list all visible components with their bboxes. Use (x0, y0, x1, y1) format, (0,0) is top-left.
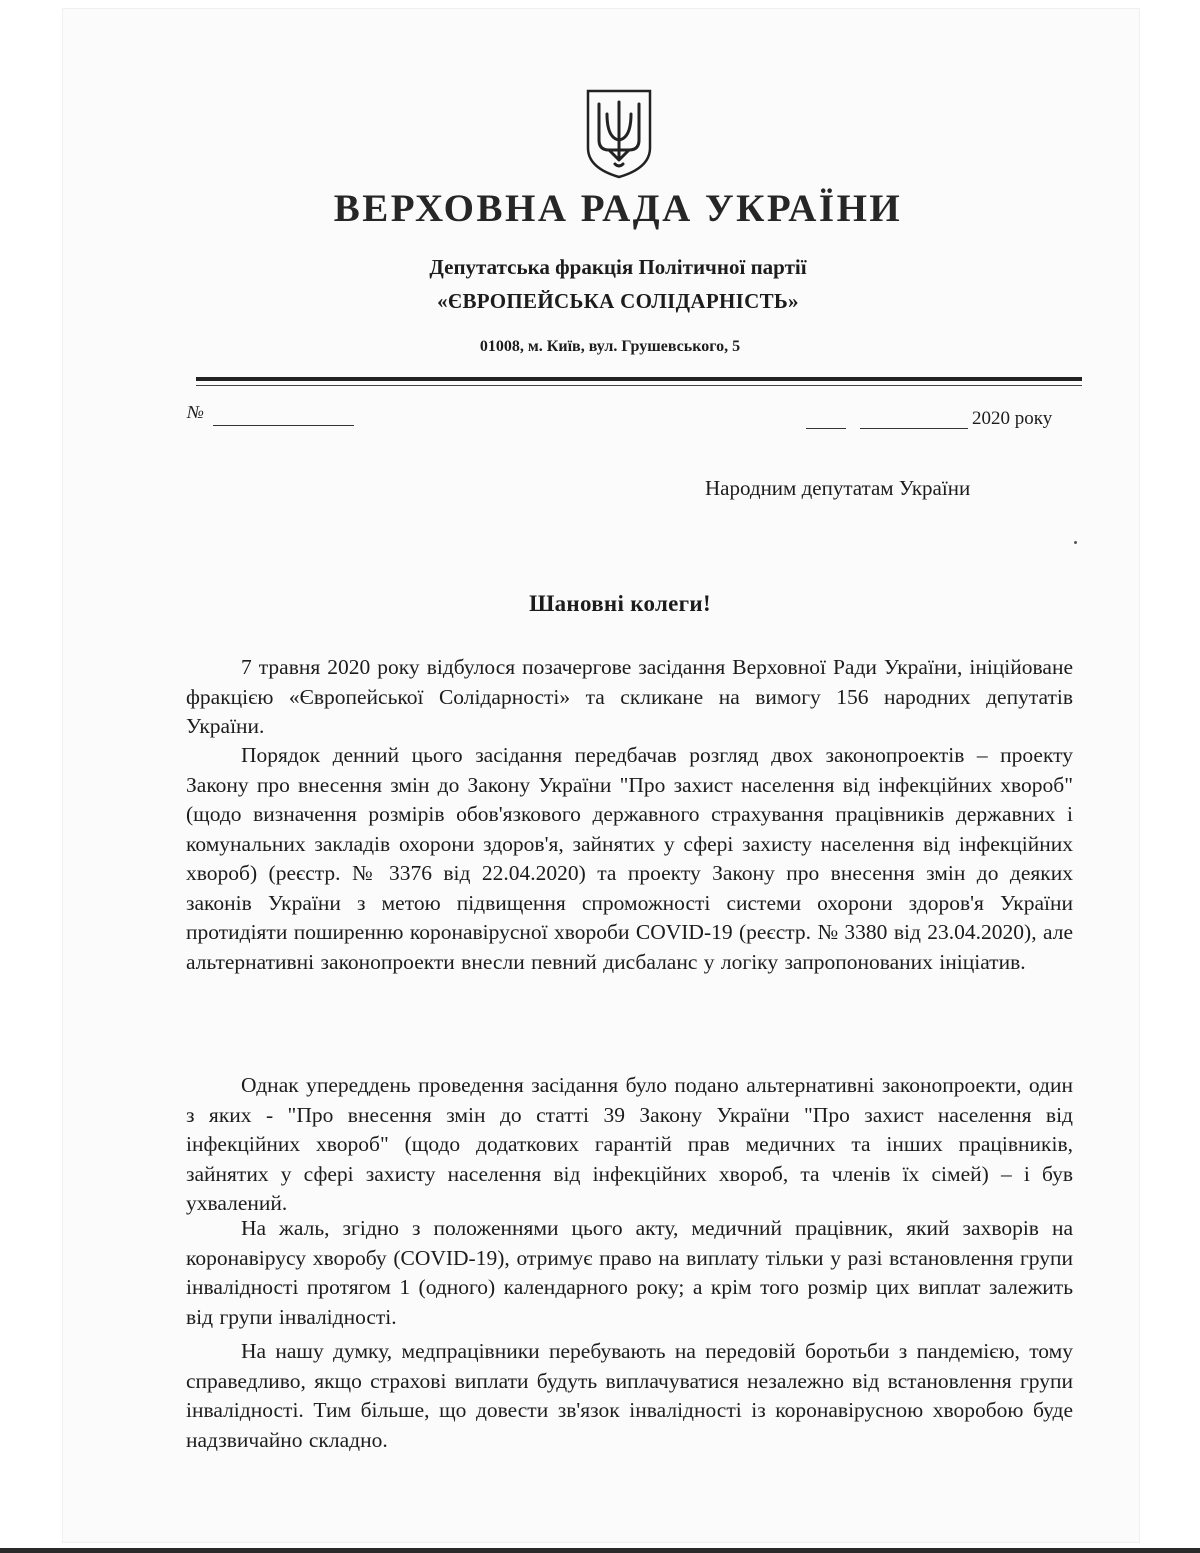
paragraph: Однак упереддень проведення засідання було подано альтернативні законопроекти, один з яких - "Про внесення змін до статті 39 Закону України "Про захист населення від інфекційних хвороб" (щодо додаткових гарантій прав медичних та інших працівників, зайнятих у сфері захисту населення від інфекційних хвороб, та членів їх сімей) – і був ухвалений. (186, 1073, 1073, 1215)
document-number-blank (213, 425, 354, 426)
address-line: 01008, м. Київ, вул. Грушевського, 5 (479, 338, 741, 355)
paragraph: На нашу думку, медпрацівники перебувають на передовій боротьби з пандемією, тому справедливо, якщо страхові виплати будуть виплачуватися незалежно від встановлення групи інвалідності. Тим більше, що довести зв'язок інвалідності із коронавірусною хворобою буде надзвичайно складно. (186, 1339, 1073, 1452)
bottom-edge (0, 1548, 1200, 1553)
date-day-blank (806, 428, 846, 429)
faction-line: Депутатська фракція Політичної партії (429, 255, 807, 279)
greeting: Шановні колеги! (529, 591, 711, 616)
paragraph: На жаль, згідно з положеннями цього акту, медичний працівник, який захворів на коронавірусу хворобу (COVID-19), отримує право на виплату тільки у разі встановлення групи інвалідності протягом 1 (одного) календарного року; а крім того розмір цих виплат залежить від групи інвалідності. (186, 1216, 1073, 1329)
paragraph: 7 травня 2020 року відбулося позачергове засідання Верховної Ради України, ініційоване фракцією «Європейської Солідарності» та скликане на вимогу 156 народних депутатів України. (186, 655, 1073, 738)
trident-icon (585, 88, 653, 180)
party-name: «ЄВРОПЕЙСЬКА СОЛІДАРНІСТЬ» (437, 289, 799, 313)
date-year: 2020 року (972, 408, 1053, 429)
header-rule-thick (196, 377, 1082, 381)
scan-spot (1074, 541, 1077, 544)
page-title: ВЕРХОВНА РАДА УКРАЇНИ (333, 187, 903, 230)
date-month-blank (860, 428, 968, 429)
paragraph: Порядок денний цього засідання передбачав розгляд двох законопроектів – проекту Закону про внесення змін до Закону України "Про захист населення від інфекційних хвороб" (щодо визначення розмірів обов'язкового державного страхування працівників державних і комунальних закладів охорони здоров'я, зайнятих у сфері захисту населення від інфекційних хвороб) (реєстр. № 3376 від 22.04.2020) та проекту Закону про внесення змін до деяких законів України з метою підвищення спроможності системи охорони здоров'я України протидіяти поширенню коронавірусної хвороби COVID-19 (реєстр. № 3380 від 23.04.2020), але альтернативні законопроекти внесли певний дисбаланс у логіку запропонованих ініціатив. (186, 743, 1073, 974)
recipient: Народним депутатам України (705, 476, 971, 500)
document-number-label: № (187, 402, 204, 422)
header-rule-thin (196, 385, 1082, 386)
